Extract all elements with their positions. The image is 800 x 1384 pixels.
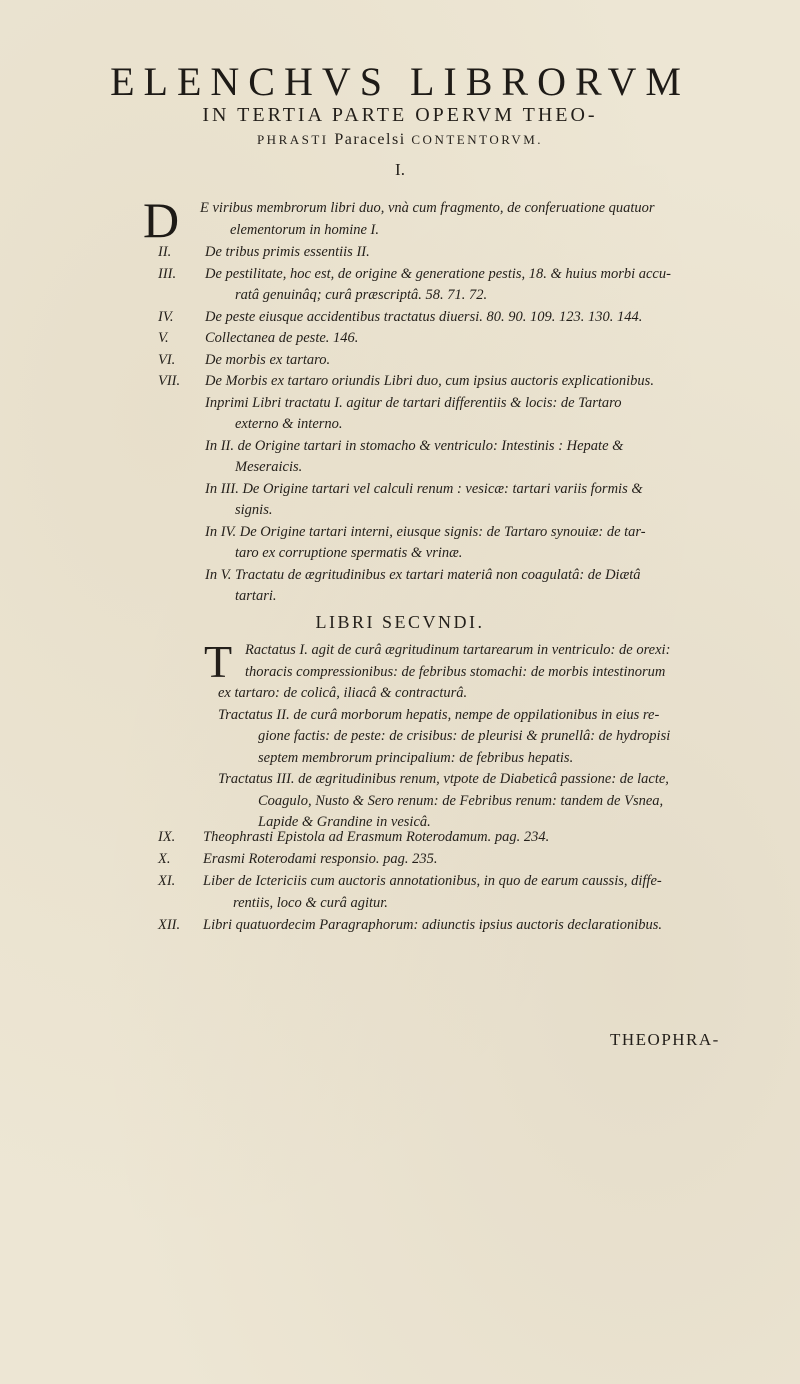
drop-cap-t: T	[204, 636, 233, 687]
list-item	[218, 769, 766, 834]
entry-line: In II. de Origine tartari in stomacho & ventriculo: Intestinis : Hepate &	[205, 437, 624, 454]
entry-line: Tractatus II. de curâ morborum hepatis, nempe de oppilationibus in eius re-	[218, 706, 660, 723]
entry-text	[203, 826, 763, 848]
section-number: I.	[395, 160, 405, 179]
entry-number: IV.	[158, 308, 174, 325]
entry-line: In III. De Origine tartari vel calculi renum : vesicæ: tartari variis formis &	[205, 480, 643, 497]
entry-number: V.	[158, 330, 169, 346]
entry-line: De pestilitate, hoc est, de origine & generatione pestis, 18. & huius morbi accu-	[205, 265, 671, 282]
tail-list	[0, 826, 800, 936]
entry-line: ex tartaro: de colicâ, iliacâ & contracturâ.	[218, 685, 468, 701]
entry-text	[205, 371, 765, 608]
entry-line: Lapide & Grandine in vesicâ.	[258, 814, 431, 830]
entry-line: signis.	[235, 502, 273, 518]
entry-number: XII.	[158, 917, 181, 933]
contents-list	[0, 192, 800, 608]
entry-line: Liber de Ictericiis cum auctoris annotationibus, in quo de earum caussis, diffe-	[203, 873, 662, 889]
entry-line: Erasmi Roterodami responsio. pag. 235.	[203, 851, 438, 867]
entry-line: De morbis ex tartaro.	[205, 351, 331, 368]
entry-number: XI.	[158, 873, 176, 889]
entry-line: Meseraicis.	[235, 459, 303, 475]
entry-line: Libri quatuordecim Paragraphorum: adiunctis ipsius auctoris declarationibus.	[203, 917, 663, 933]
catchword: THEOPHRA-	[610, 1030, 720, 1049]
entry-line: De Morbis ex tartaro oriundis Libri duo, cum ipsius auctoris explicationibus.	[205, 373, 654, 389]
entry-line: Ractatus I. agit de curâ ægritudinum tartarearum in ventriculo: de orexi:	[245, 642, 671, 658]
entry-text	[205, 264, 765, 307]
list-item	[0, 242, 800, 264]
entry-line: externo & interno.	[235, 416, 343, 432]
list-item	[0, 914, 800, 936]
entry-line: elementorum in homine I.	[230, 221, 379, 238]
subtitle-word-paracelsi: Paracelsi	[334, 131, 406, 148]
list-item	[0, 264, 800, 307]
subtitle-word-phrasti: PHRASTI	[256, 132, 329, 147]
list-item	[218, 640, 767, 705]
entry-text	[205, 350, 765, 372]
page-title: ELENCHVS LIBRORVM	[110, 59, 690, 104]
entry-line: Tractatus III. de ægritudinibus renum, vtpote de Diabeticâ passione: de lacte,	[218, 771, 669, 787]
entry-line: Coagulo, Nusto & Sero renum: de Febribus renum: tandem de Vsnea,	[258, 792, 664, 809]
entry-line: De tribus primis essentiis II.	[205, 244, 370, 260]
entry-text	[205, 307, 765, 329]
entry-line: ratâ genuinâq; curâ præscriptâ. 58. 71. 72.	[235, 287, 488, 303]
entry-number: II.	[158, 244, 172, 260]
list-item	[0, 192, 800, 248]
entry-line: taro ex corruptione spermatis & vrinæ.	[235, 545, 463, 561]
subtitle-line-2	[0, 131, 800, 149]
tractatus-list	[0, 636, 800, 834]
section-heading: LIBRI SECVNDI.	[315, 612, 485, 632]
entry-line: In IV. De Origine tartari interni, eiusque signis: de Tartaro synouiæ: de tar-	[205, 523, 646, 540]
list-item	[0, 870, 800, 914]
entry-line: Inprimi Libri tractatu I. agitur de tartari differentiis & locis: de Tartaro	[205, 394, 622, 411]
list-item	[0, 328, 800, 350]
entry-line: septem membrorum principalium: de febribus hepatis.	[258, 749, 574, 766]
entry-line: De peste eiusque accidentibus tractatus diuersi. 80. 90. 109. 123. 130. 144.	[205, 308, 643, 325]
entry-number: III.	[158, 265, 177, 282]
list-item	[0, 826, 800, 848]
entry-line: gione factis: de peste: de crisibus: de pleurisi & prunellâ: de hydropisi	[258, 728, 671, 744]
entry-text	[203, 870, 763, 914]
entry-number: VI.	[158, 351, 176, 368]
entry-line: In V. Tractatu de ægritudinibus ex tartari materiâ non coagulatâ: de Diætâ	[205, 566, 641, 583]
list-item	[0, 371, 800, 608]
subtitle-line-1: IN TERTIA PARTE OPERVM THEO-	[202, 104, 598, 126]
entry-line: Collectanea de peste. 146.	[205, 330, 359, 346]
list-item	[0, 307, 800, 329]
list-item	[0, 350, 800, 372]
subtitle-word-contentorum: CONTENTORVM.	[411, 132, 544, 147]
entry-line: tartari.	[235, 588, 277, 604]
entry-number: IX.	[158, 829, 176, 845]
entry-line: rentiis, loco & curâ agitur.	[233, 895, 388, 911]
entry-line: thoracis compressionibus: de febribus stomachi: de morbis intestinorum	[245, 663, 666, 680]
entry-text	[205, 328, 765, 350]
entry-text	[203, 848, 763, 870]
entry-text	[203, 914, 763, 936]
entry-number: X.	[158, 851, 171, 867]
entry-number: VII.	[158, 373, 181, 389]
entry-line: E viribus membrorum libri duo, vnà cum fragmento, de conferuatione quatuor	[200, 200, 655, 216]
list-item	[0, 848, 800, 870]
drop-cap-d: D	[143, 192, 180, 248]
entry-text	[200, 198, 760, 241]
list-item	[218, 705, 766, 770]
entry-line: Theophrasti Epistola ad Erasmum Roterodamum. pag. 234.	[203, 829, 550, 845]
entry-text	[205, 242, 765, 264]
